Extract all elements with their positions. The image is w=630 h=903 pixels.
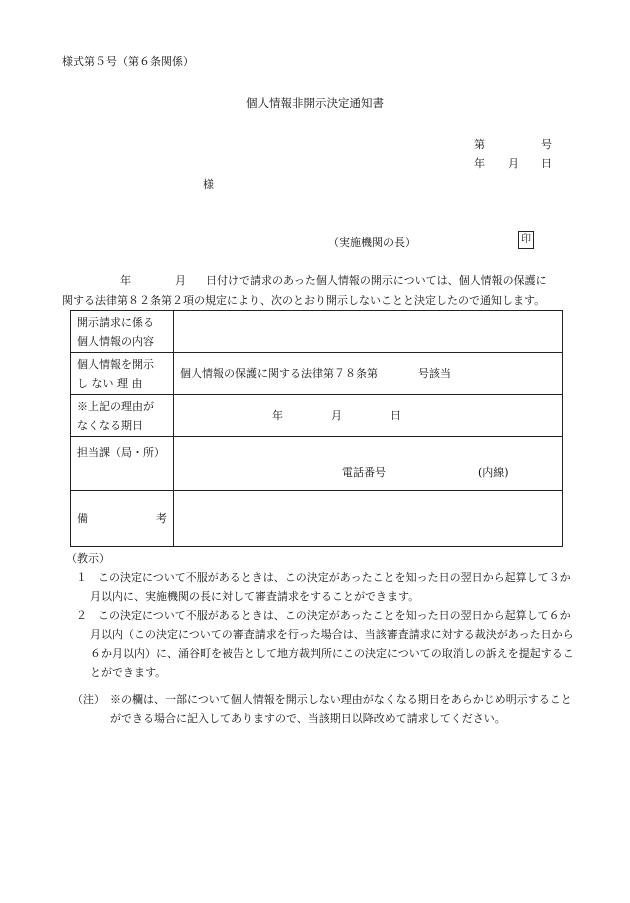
department-label: 担当課（局・所） [71, 437, 174, 491]
reason-label-line1: 個人情報を開示 [77, 357, 154, 371]
table-row [71, 353, 563, 395]
table-row [71, 437, 563, 491]
date-year: 年 [474, 157, 485, 170]
agency-head: （実施機関の長） [328, 236, 416, 249]
document-title: 個人情報非開示決定通知書 [246, 96, 384, 110]
expiry-month: 月 [331, 409, 342, 422]
reason-value [174, 353, 563, 395]
number-prefix: 第 [474, 138, 485, 151]
decision-table [70, 310, 563, 547]
remarks-label-a: 備 [77, 512, 88, 525]
remarks-label-b: 考 [156, 512, 167, 525]
form-number: 様式第５号（第６条関係） [62, 55, 194, 68]
instruction-2-text: この決定について不服があるときは、この決定があったことを知った日の翌日から起算して６か月以内（この決定についての審査請求を行った場合は、当該審査請求に対する裁決があった日から６か月以内）に、涌谷町を被告として地方裁判所にこの決定についての取消しの訴えを提起することができます。 [90, 609, 574, 679]
instructions-heading: （教示） [66, 552, 110, 565]
number-suffix: 号 [541, 138, 552, 151]
instruction-2-number: ２ [76, 609, 87, 622]
instruction-1-text: この決定について不服があるときは、この決定があったことを知った日の翌日から起算して３か月以内に、実施機関の長に対して審査請求をすることができます。 [90, 571, 571, 603]
caution-label: （注） [72, 693, 105, 706]
date-day: 日 [541, 157, 552, 170]
instruction-1-number: １ [76, 571, 87, 584]
body-year: 年 [120, 274, 131, 287]
table-row [71, 311, 563, 353]
expiry-label-line2: なくなる期日 [77, 418, 143, 432]
content-label [71, 311, 174, 353]
date-month: 月 [508, 157, 519, 170]
table-row [71, 395, 563, 437]
content-value [174, 311, 563, 353]
body-line2: 関する法律第８２条第２項の規定により、次のとおり開示しないことと決定したので通知します。 [62, 294, 546, 307]
expiry-day: 日 [390, 409, 401, 422]
body-line1: 日付けで請求のあった個人情報の開示については、個人情報の保護に [206, 274, 547, 287]
reason-suffix: 号該当 [418, 367, 451, 380]
caution-note [72, 690, 577, 728]
expiry-year: 年 [272, 409, 283, 422]
remarks-value [174, 491, 563, 547]
extension-label: (内線) [478, 466, 509, 479]
seal-mark: 印 [518, 231, 534, 249]
reason-prefix: 個人情報の保護に関する法律第７８条第 [180, 367, 378, 380]
content-label-line2: 個人情報の内容 [77, 334, 154, 348]
content-label-line1: 開示請求に係る [77, 315, 154, 329]
expiry-label [71, 395, 174, 437]
remarks-label [71, 491, 174, 547]
expiry-label-line1: ※上記の理由が [77, 399, 154, 413]
phone-label: 電話番号 [342, 466, 386, 479]
expiry-value [174, 395, 563, 437]
reason-label-line2: し ない 理 由 [77, 376, 143, 390]
caution-text: ※の欄は、一部について個人情報を開示しない理由がなくなる期日をあらかじめ明示することができる場合に記入してありますので、当該期日以降改めて請求してください。 [110, 693, 572, 725]
instruction-item-2 [66, 606, 576, 682]
instruction-item-1 [66, 568, 576, 606]
body-month: 月 [175, 274, 186, 287]
body-paragraph [62, 271, 570, 311]
reason-label [71, 353, 174, 395]
department-value [174, 437, 563, 491]
instructions [66, 549, 576, 682]
addressee-suffix: 様 [203, 178, 214, 191]
table-row [71, 491, 563, 547]
